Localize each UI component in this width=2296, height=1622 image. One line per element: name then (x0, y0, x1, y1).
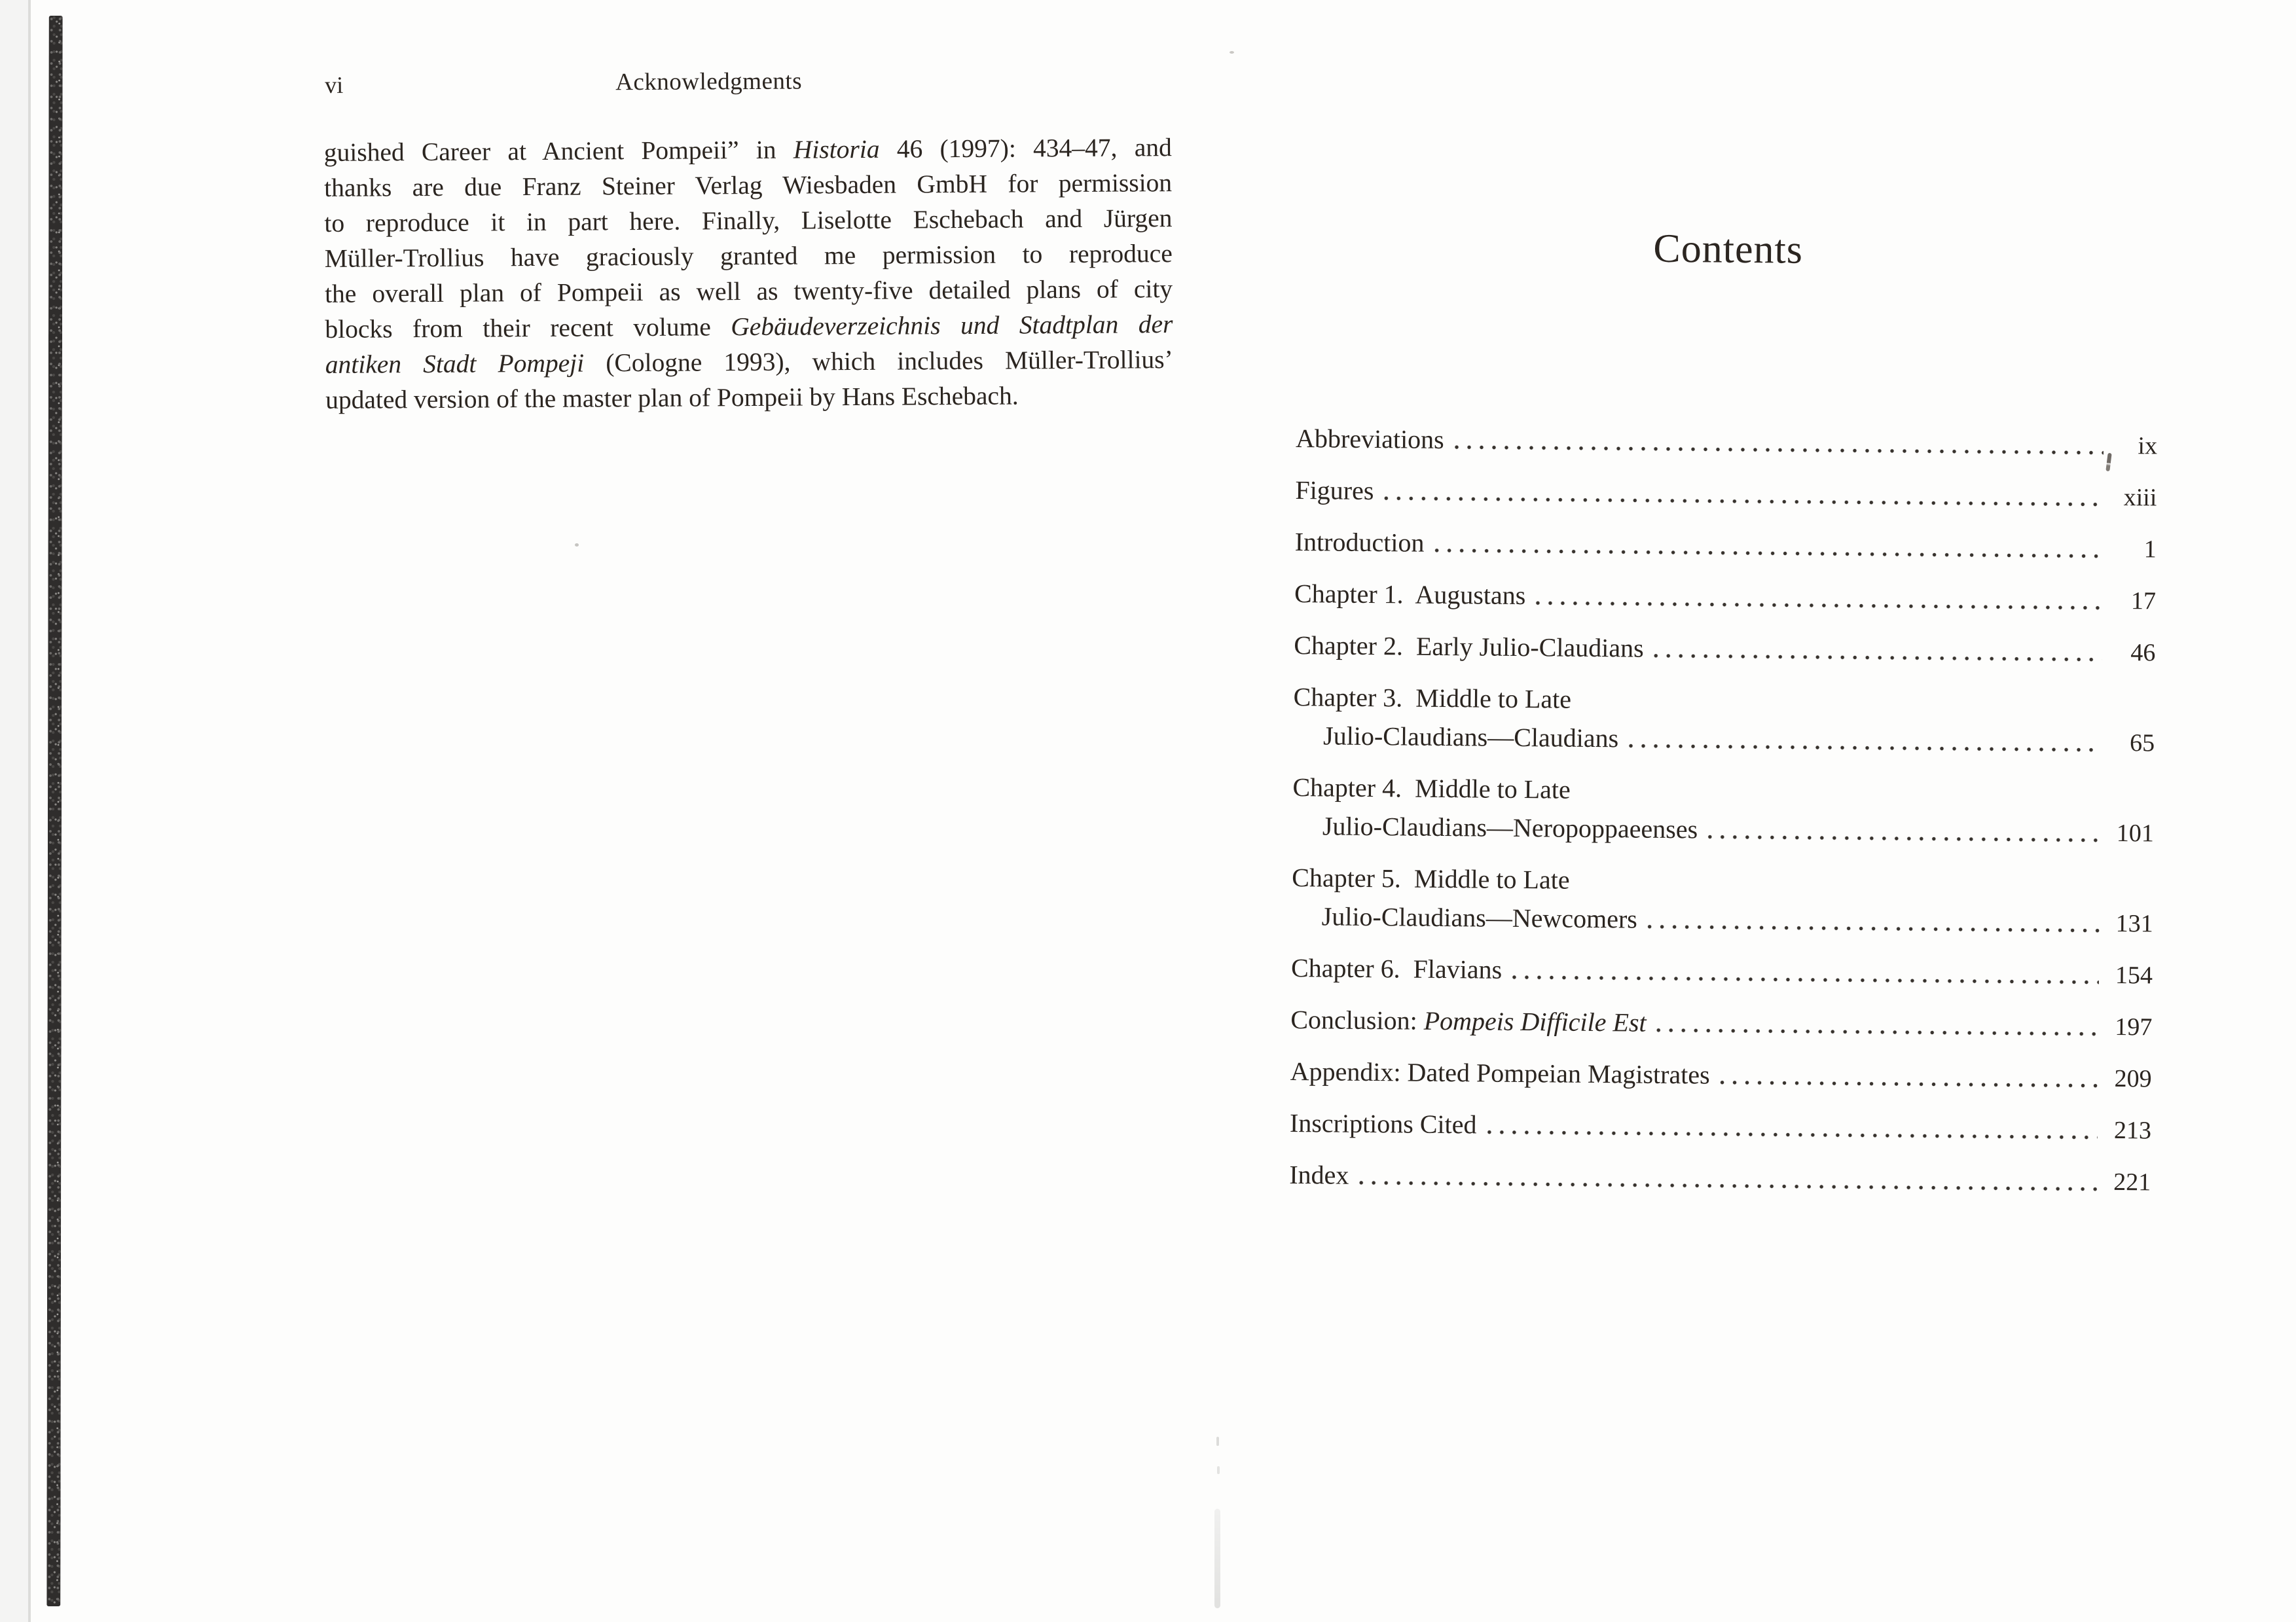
toc-entry-label: Julio-Claudians—Newcomers (1321, 901, 1638, 934)
ink-speck (1230, 51, 1234, 54)
toc-entry (1291, 952, 2153, 991)
binding-edge-strip (46, 16, 62, 1606)
dot-leader (1707, 814, 2100, 848)
gutter-shadow (1214, 1509, 1220, 1608)
ink-speck (575, 543, 579, 547)
page-number: vi (325, 71, 344, 98)
toc-page-number: 131 (2115, 909, 2153, 938)
text-run: Müller-Trollius have graciously granted me permission to reproduce (324, 239, 1173, 273)
toc-row (1292, 901, 2153, 939)
toc-entry (1292, 772, 2155, 849)
toc-entry (1289, 1159, 2151, 1198)
text-run: 46 (1997): 434–47, and (879, 133, 1172, 164)
dot-leader (1628, 723, 2101, 758)
toc-page-number: 209 (2114, 1064, 2152, 1093)
dot-leader (1485, 1109, 2098, 1146)
paragraph-line (325, 377, 1173, 418)
text-run: blocks from their recent volume (325, 312, 731, 344)
scan-margin-line (28, 0, 31, 1622)
toc-page-number: 213 (2113, 1116, 2152, 1145)
paragraph-line (325, 342, 1173, 382)
text-run: updated version of the master plan of Pompeii by Hans Eschebach. (325, 381, 1019, 414)
toc-page-number: 65 (2129, 729, 2155, 757)
toc-page-number: xiii (2123, 484, 2157, 512)
toc-row (1290, 1004, 2152, 1043)
toc-row (1293, 720, 2155, 759)
toc-entry-label: Inscriptions Cited (1289, 1108, 1477, 1140)
toc-entry-label: Chapter 1. Augustans (1294, 578, 1526, 611)
contents-title: Contents (1653, 226, 1804, 272)
dot-leader (1511, 954, 2099, 991)
text-run: (Cologne 1993), which includes Müller-Trollius’ (584, 345, 1173, 378)
toc-row (1295, 475, 2157, 513)
toc-entry-line1: Chapter 5. Middle to Late (1292, 862, 1570, 895)
dot-leader (1655, 1007, 2098, 1043)
contents-page (1289, 223, 2168, 1219)
toc-entry (1295, 526, 2157, 565)
table-of-contents (1289, 423, 2157, 1198)
running-head-row (323, 60, 1171, 105)
toc-entry-label: Chapter 6. Flavians (1290, 952, 1503, 984)
toc-page-number: 197 (2115, 1013, 2153, 1041)
toc-row (1291, 952, 2153, 991)
toc-entry-label: Julio-Claudians—Neropoppaeenses (1322, 811, 1698, 844)
italic-text-run: Gebäudeverzeichnis und Stadtplan der (731, 310, 1173, 342)
paragraph-line (324, 165, 1172, 206)
toc-entry-line1: Chapter 3. Middle to Late (1293, 681, 1572, 714)
toc-row (1290, 1108, 2151, 1146)
acknowledgments-paragraph (324, 130, 1174, 418)
dot-leader (1383, 475, 2103, 513)
toc-page-number: 101 (2116, 819, 2155, 848)
dot-leader (1358, 1160, 2097, 1198)
gutter-mark (1217, 1466, 1220, 1474)
paragraph-line (325, 236, 1173, 276)
toc-page-number: 46 (2130, 639, 2156, 667)
toc-row (1295, 526, 2157, 565)
toc-row (1289, 1159, 2151, 1198)
toc-page-number: 154 (2115, 961, 2153, 990)
toc-row (1292, 810, 2154, 849)
dot-leader (1652, 633, 2102, 668)
dot-leader (1453, 424, 2104, 461)
running-head: Acknowledgments (615, 67, 803, 96)
toc-entry-label: Chapter 2. Early Julio-Claudians (1294, 630, 1644, 663)
text-run: guished Career at Ancient Pompeii” in (323, 135, 793, 167)
toc-entry-label: Conclusion: Pompeis Difficile Est (1290, 1004, 1647, 1037)
text-run: to reproduce it in part here. Finally, Liselotte Eschebach and Jürgen (324, 204, 1173, 238)
toc-row (1296, 423, 2157, 461)
toc-entry (1294, 578, 2156, 617)
toc-entry-label: Appendix: Dated Pompeian Magistrates (1290, 1056, 1710, 1090)
toc-page-number: 17 (2130, 587, 2157, 615)
toc-entry-label: Julio-Claudians—Claudians (1322, 721, 1619, 753)
toc-entry (1290, 1108, 2151, 1146)
paragraph-line (325, 306, 1173, 347)
toc-page-number: 1 (2143, 535, 2157, 564)
text-run: the overall plan of Pompeii as well as twenty-five detailed plans of city (324, 274, 1173, 308)
toc-page-number: 221 (2113, 1168, 2151, 1197)
dot-leader (1647, 904, 2100, 939)
dot-leader (1535, 580, 2102, 617)
paragraph-line (325, 271, 1173, 312)
acknowledgments-page (323, 60, 1173, 414)
toc-entry (1296, 423, 2157, 461)
toc-page-number: ix (2138, 432, 2158, 460)
toc-entry-line1: Chapter 4. Middle to Late (1292, 772, 1571, 804)
toc-entry (1290, 1004, 2152, 1043)
toc-entry-label: Introduction (1294, 526, 1425, 558)
paragraph-line (324, 130, 1172, 170)
toc-row (1294, 578, 2156, 617)
toc-entry (1295, 475, 2157, 513)
dot-leader (1719, 1060, 2098, 1094)
toc-entry-label: Figures (1295, 475, 1374, 506)
toc-entry-label: Abbreviations (1295, 423, 1444, 454)
toc-entry (1294, 630, 2155, 668)
italic-text-run: antiken Stadt Pompeji (325, 348, 585, 379)
scan-left-margin-band (0, 0, 30, 1622)
italic-text-run: Historia (793, 134, 880, 164)
dot-leader (1433, 528, 2103, 565)
toc-entry (1290, 1056, 2151, 1094)
toc-entry (1292, 862, 2154, 939)
paragraph-line (324, 200, 1172, 241)
toc-entry-label: Index (1289, 1159, 1349, 1190)
text-run: thanks are due Franz Steiner Verlag Wiesbaden GmbH for permission (324, 168, 1173, 202)
gutter-mark (1216, 1437, 1219, 1446)
toc-entry-label-italic: Pompeis Difficile Est (1423, 1005, 1647, 1037)
toc-row (1294, 630, 2155, 668)
toc-row (1290, 1056, 2151, 1094)
toc-entry (1293, 681, 2155, 759)
